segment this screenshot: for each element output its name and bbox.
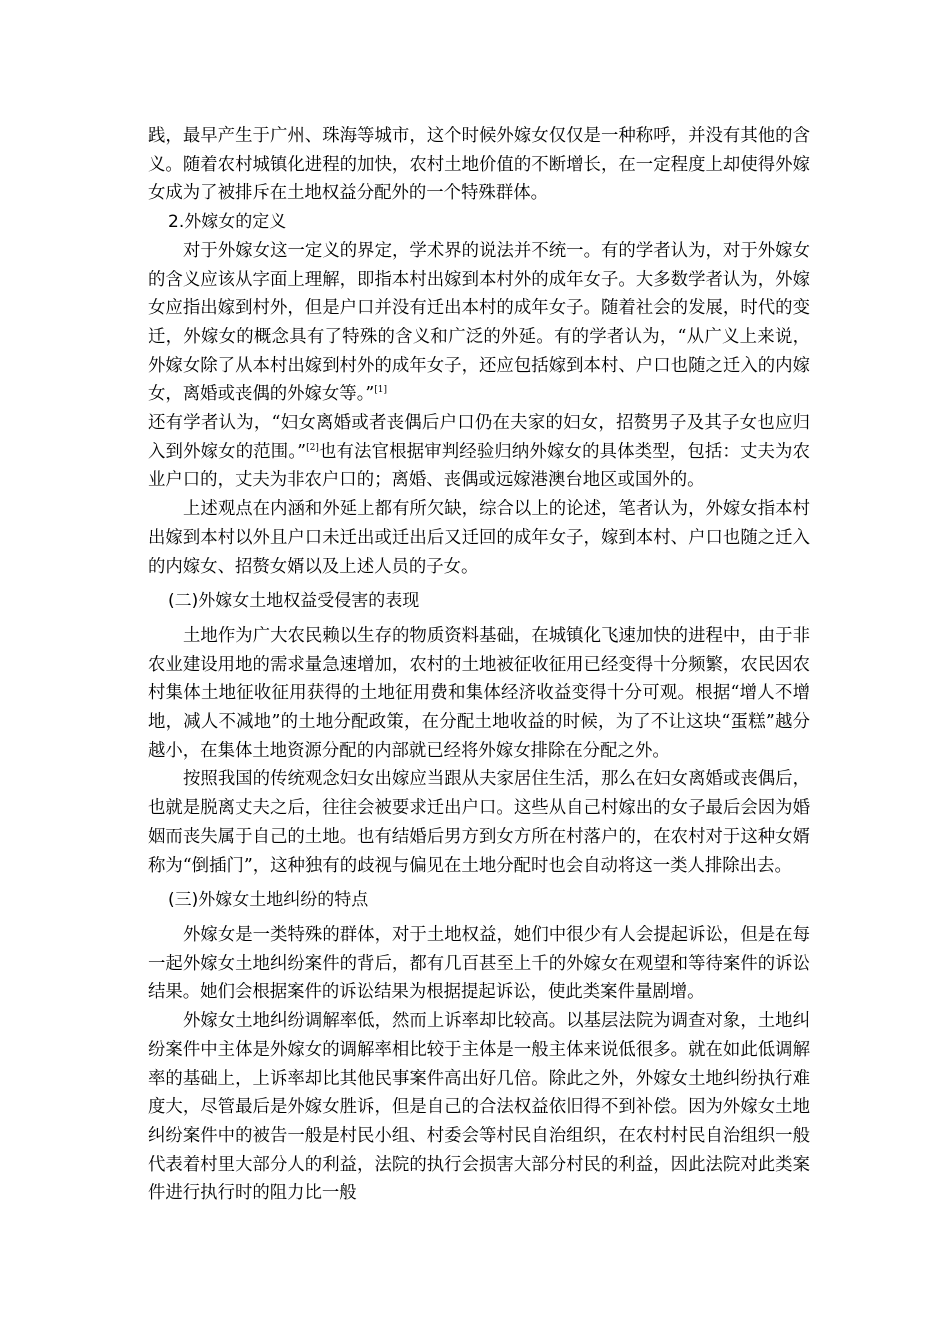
citation-ref-2: [2] [306, 442, 319, 453]
citation-ref-1: [1] [374, 385, 388, 396]
paragraph-features-1: 外嫁女是一类特殊的群体，对于土地权益，她们中很少有人会提起诉讼，但是在每一起外嫁女土地纠纷案件的背后，都有几百甚至上千的外嫁女在观望和等待案件的诉讼结果。她们会根据案件的诉讼结果为根据提起诉讼，使此类案件量剧增。 [148, 924, 810, 1003]
section-heading-definition: 2.外嫁女的定义 [168, 212, 287, 233]
paragraph-text: 还有学者认为，“妇女离婚或者丧偶后户口仍在夫家的妇女，招赘男子及其子女也应归入到外嫁女的范围。” [148, 413, 810, 462]
paragraph-definition-1 [148, 237, 810, 495]
paragraph-text: 也有法官根据审判经验归纳外嫁女的具体类型，包括：丈夫为农业户口的，丈夫为非农户口的；离婚、丧偶或远嫁港澳台地区或国外的。 [148, 441, 810, 491]
paragraph-text: 对于外嫁女这一定义的界定，学术界的说法并不统一。有的学者认为，对于外嫁女的含义应该从字面上理解，即指本村出嫁到本村外的成年女子。大多数学者认为，外嫁女应指出嫁到村外，但是户口并没有迁出本村的成年女子。随着社会的发展，时代的变迁，外嫁女的概念具有了特殊的含义和广泛的外延。有的学者认为，“从广义上来说，外嫁女除了从本村出嫁到村外的成年女子，还应包括嫁到本村、户口也随之迁入的内嫁女，离婚或丧偶的外嫁女等。” [148, 240, 810, 405]
paragraph-intro: 践，最早产生于广州、珠海等城市，这个时候外嫁女仅仅是一种称呼，并没有其他的含义。随着农村城镇化进程的加快，农村土地价值的不断增长，在一定程度上却使得外嫁女成为了被排斥在土地权益分配外的一个特殊群体。 [148, 126, 810, 204]
paragraph-features-2: 外嫁女土地纠纷调解率低，然而上诉率却比较高。以基层法院为调查对象，土地纠纷案件中主体是外嫁女的调解率相比较于主体是一般主体来说低很多。就在如此低调解率的基础上，上诉率却比其他民事案件高出好几倍。除此之外，外嫁女土地纠纷执行难度大，尽管最后是外嫁女胜诉，但是自己的合法权益依旧得不到补偿。因为外嫁女土地纠纷案件中的被告一般是村民小组、村委会等村民自治组织，在农村村民自治组织一般代表着村里大部分人的利益，法院的执行会损害大部分村民的利益，因此法院对此类案件进行执行时的阻力比一般 [148, 1011, 810, 1204]
section-heading-features: (三)外嫁女土地纠纷的特点 [168, 890, 369, 911]
paragraph-infringement-1: 土地作为广大农民赖以生存的物质资料基础，在城镇化飞速加快的进程中，由于非农业建设用地的需求量急速增加，农村的土地被征收征用已经变得十分频繁，农民因农村集体土地征收征用获得的土地征用费和集体经济收益变得十分可观。根据“增人不增地，减人不减地”的土地分配政策，在分配土地收益的时候，为了不让这块“蛋糕”越分越小，在集体土地资源分配的内部就已经将外嫁女排除在分配之外。 [148, 625, 810, 761]
paragraph-definition-2: 上述观点在内涵和外延上都有所欠缺，综合以上的论述，笔者认为，外嫁女指本村出嫁到本村以外且户口未迁出或迁出后又迁回的成年女子，嫁到本村、户口也随之迁入的内嫁女、招赘女婿以及上述人员的子女。 [148, 499, 810, 577]
paragraph-infringement-2: 按照我国的传统观念妇女出嫁应当跟从夫家居住生活，那么在妇女离婚或丧偶后，也就是脱离丈夫之后，往往会被要求迁出户口。这些从自己村嫁出的女子最后会因为婚姻而丧失属于自己的土地。也有结婚后男方到女方所在村落户的，在农村对于这种女婿称为“倒插门”，这种独有的歧视与偏见在土地分配时也会自动将这一类人排除出去。 [148, 769, 810, 876]
document-page [148, 122, 810, 1208]
section-heading-infringement: (二)外嫁女土地权益受侵害的表现 [168, 591, 420, 612]
